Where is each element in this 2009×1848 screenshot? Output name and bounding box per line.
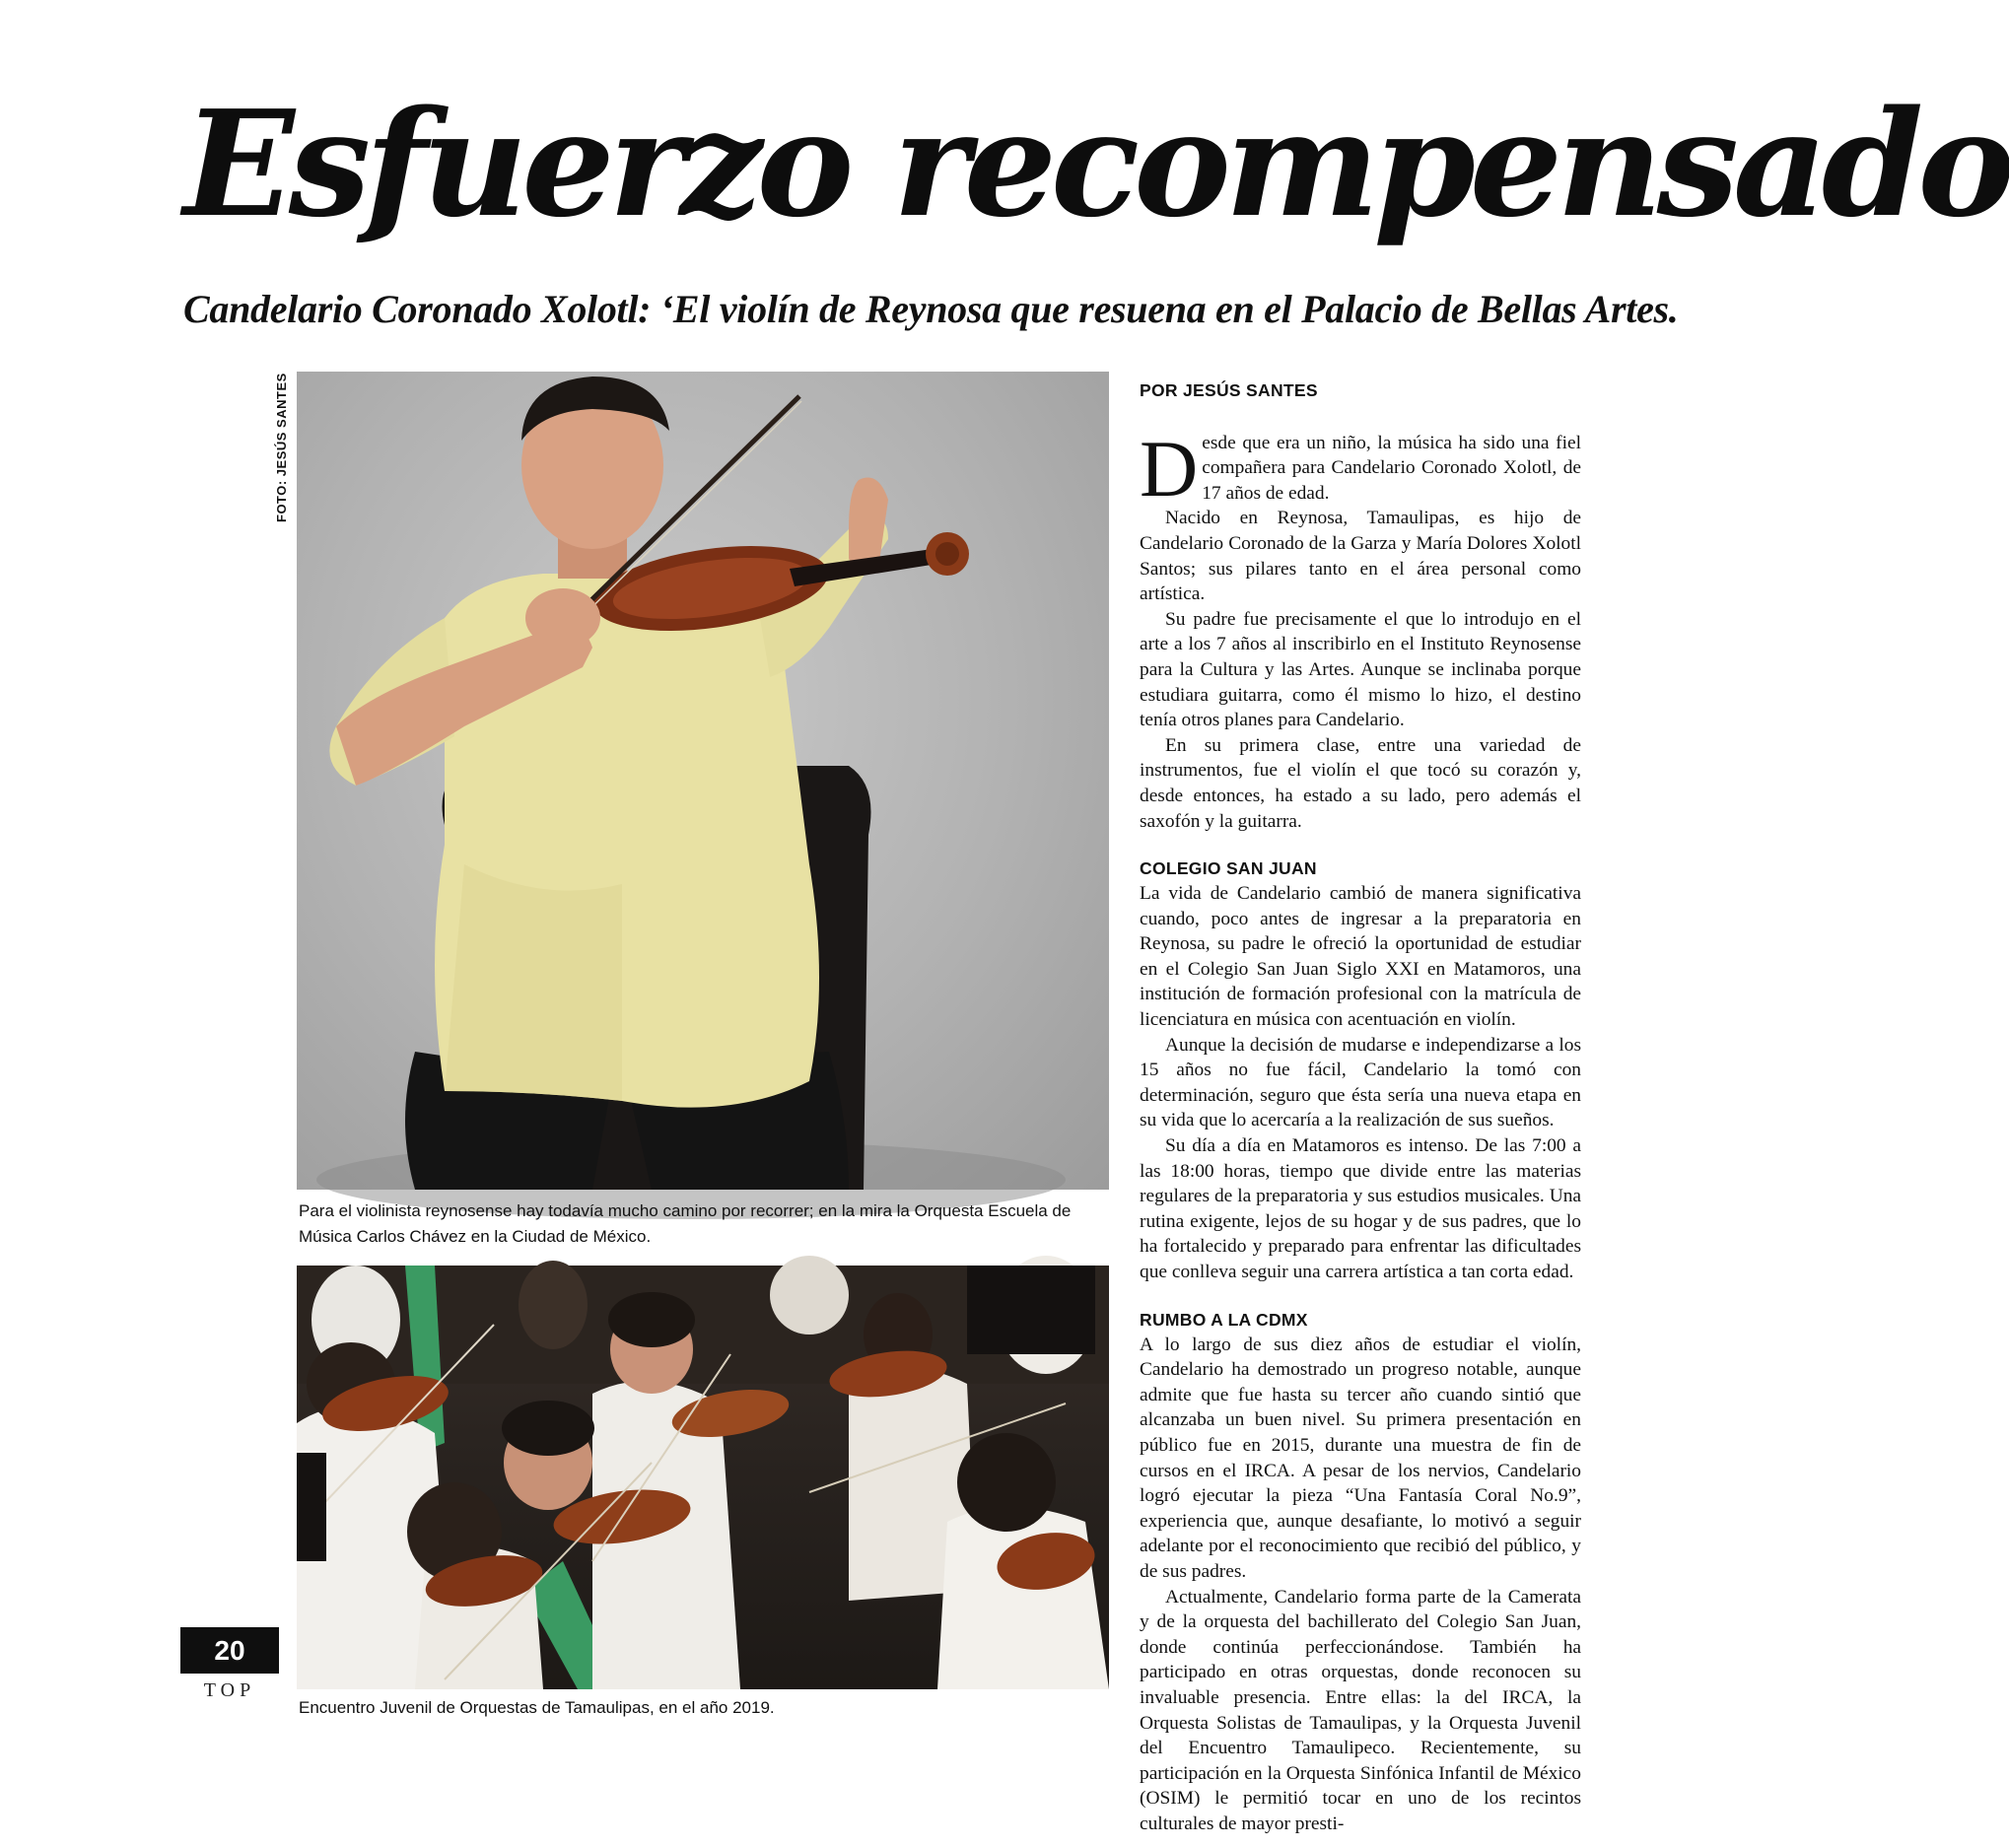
- paragraph: Aunque la decisión de mudarse e independizarse a los 15 años no fue fácil, Candelario la tomó con determinación, seguro que ésta sería una nueva etapa en su vida que lo acercaría a la realización de sus sueños.: [1140, 1034, 1581, 1131]
- paragraph: A lo largo de sus diez años de estudiar el violín, Candelario ha demostrado un progreso notable, aunque admite que fue hasta su tercer año cuando sintió que alcanzaba un buen nivel. Su primera presentación en público fue en 2015, durante una muestra de fin de cursos en el IRCA. A pesar de los nervios, Candelario logró ejecutar la pieza “Una Fantasía Coral No.9”, experiencia que, aunque desafiante, lo motivó a seguir adelante por el reconocimiento que recibió del público, y de sus padres.: [1140, 1334, 1581, 1582]
- violinist-photo: [297, 372, 1109, 1190]
- orchestra-photo: [297, 1266, 1109, 1689]
- paragraph: En su primera clase, entre una variedad de instrumentos, fue el violín el que tocó su corazón y, desde entonces, ha estado a su lado, pero además el saxofón y la guitarra.: [1140, 734, 1581, 832]
- paragraph: Su día a día en Matamoros es intenso. De las 7:00 a las 18:00 horas, tiempo que divide entre las materias regulares de la preparatoria y sus estudios musicales. Una rutina exigente, lejos de su hogar y de sus padres, que lo ha fortalecido y preparado para enfrentar las dificultades que conlleva seguir una carrera artística a tan corta edad.: [1140, 1135, 1581, 1282]
- paragraph: Su padre fue precisamente el que lo introdujo en el arte a los 7 años al inscribirlo en el Instituto Reynosense para la Cultura y las Artes. Aunque se inclinaba porque estudiara guitarra, como él mismo lo hizo, el destino tenía otros planes para Candelario.: [1140, 608, 1581, 731]
- page-number: 20: [180, 1627, 279, 1674]
- paragraph: La vida de Candelario cambió de manera significativa cuando, poco antes de ingresar a la preparatoria en Reynosa, su padre le ofreció la oportunidad de estudiar en el Colegio San Juan Siglo XXI en Matamoros, una institución de formación profesional con la matrícula de licenciatura en música con acentuación en violín.: [1140, 883, 1581, 1031]
- intro-first-text: esde que era un niño, la música ha sido una fiel compañera para Candelario Coronado Xolotl, de 17 años de edad.: [1202, 432, 1581, 504]
- drop-cap: D: [1140, 423, 1199, 513]
- headline: Esfuerzo recompensado: [183, 78, 2009, 249]
- article-body: [1140, 375, 1581, 1836]
- intro-paragraph: [1140, 423, 1581, 513]
- subheadline: Candelario Coronado Xolotl: ‘El violín de Reynosa que resuena en el Palacio de Bellas Artes.: [183, 287, 1679, 331]
- paragraph: Actualmente, Candelario forma parte de la Camerata y de la orquesta del bachillerato del Colegio San Juan, donde continúa perfeccionándose. También ha participado en otras orquestas, donde reconocen su invaluable presencia. Entre ellas: la del IRCA, la Orquesta Solistas de Tamaulipas, y la Orquesta Juvenil del Encuentro Tamaulipeco. Recientemente, su participación en la Orquesta Sinfónica Infantil de México (OSIM) le permitió tocar en uno de los recintos culturales de mayor presti-: [1140, 1586, 1581, 1834]
- main-photo-caption: Para el violinista reynosense hay todavía mucho camino por recorrer; en la mira la Orquesta Escuela de Música Carlos Chávez en la Ciudad de México.: [299, 1201, 1072, 1247]
- photo-credit: FOTO: JESÚS SANTES: [274, 373, 289, 522]
- paragraph: Nacido en Reynosa, Tamaulipas, es hijo de Candelario Coronado de la Garza y María Dolores Xolotl Santos; sus pilares tanto en el área personal como artística.: [1140, 508, 1581, 605]
- section-heading-cdmx: RUMBO A LA CDMX: [1140, 1309, 1308, 1330]
- section-heading-colegio: COLEGIO SAN JUAN: [1140, 858, 1317, 879]
- orchestra-photo-caption: Encuentro Juvenil de Orquestas de Tamaulipas, en el año 2019.: [299, 1698, 775, 1717]
- section-label: TOP: [203, 1679, 256, 1701]
- byline: POR JESÚS SANTES: [1140, 380, 1318, 400]
